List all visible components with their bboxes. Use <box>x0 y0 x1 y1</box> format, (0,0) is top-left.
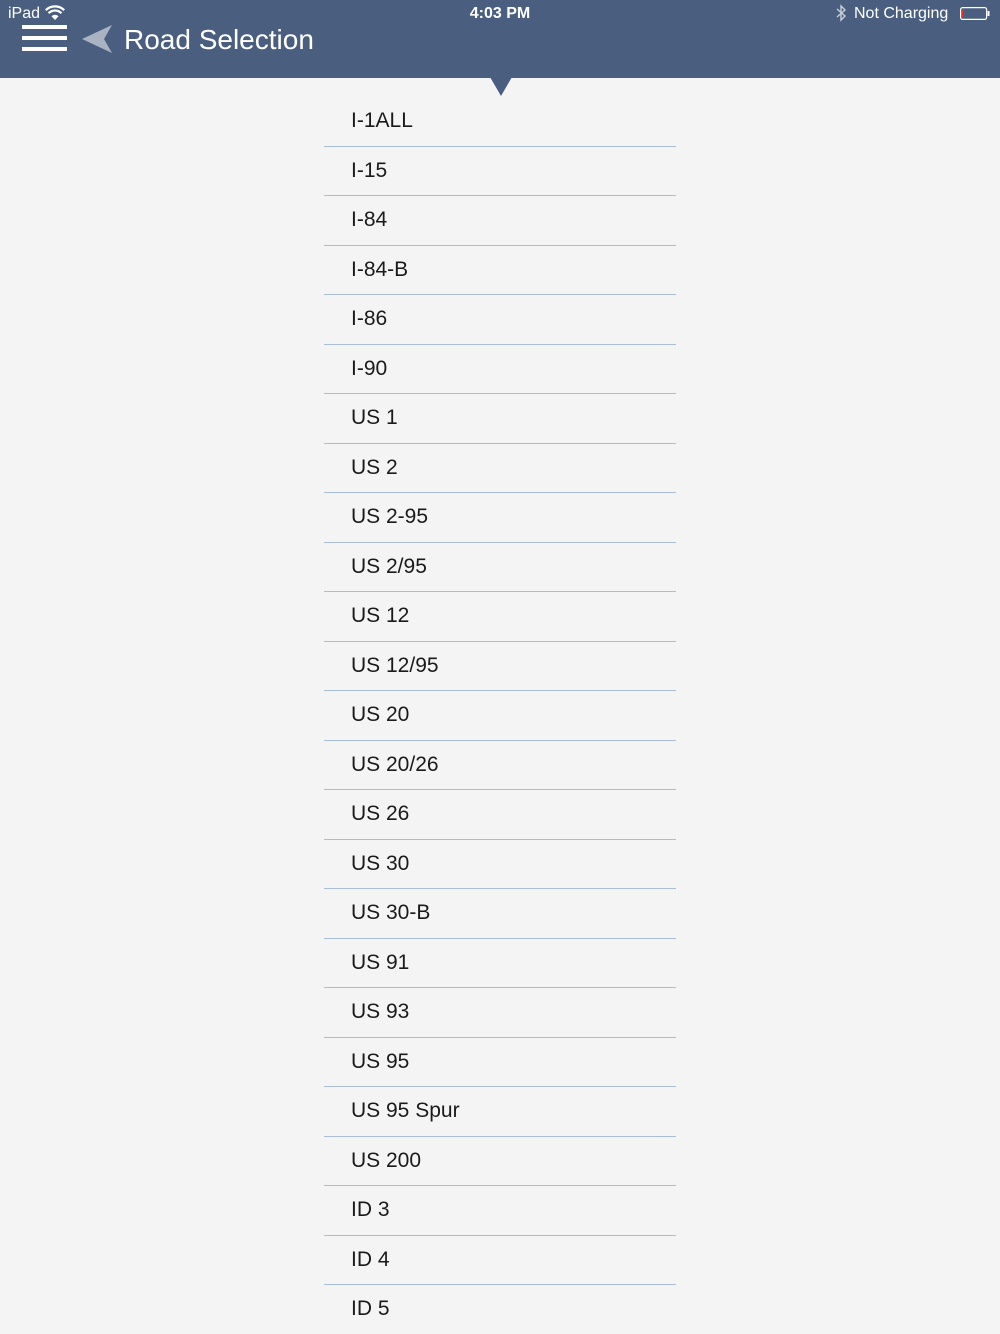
road-item[interactable]: US 95 <box>324 1038 676 1088</box>
road-item[interactable]: US 12/95 <box>324 642 676 692</box>
road-item[interactable]: US 91 <box>324 939 676 989</box>
hamburger-menu-icon[interactable] <box>22 25 68 53</box>
page-title: Road Selection <box>124 24 314 55</box>
road-item[interactable]: ID 3 <box>324 1186 676 1236</box>
road-item[interactable]: US 2-95 <box>324 493 676 543</box>
road-item[interactable]: I-86 <box>324 295 676 345</box>
bluetooth-icon <box>835 4 847 22</box>
road-item[interactable]: US 95 Spur <box>324 1087 676 1137</box>
road-item[interactable]: ID 5 <box>351 1297 390 1320</box>
battery-icon <box>960 7 990 20</box>
road-item[interactable]: US 26 <box>324 790 676 840</box>
road-item[interactable]: US 200 <box>324 1137 676 1187</box>
header-bar <box>0 0 1000 78</box>
road-item[interactable]: I-15 <box>324 147 676 197</box>
popover-pointer <box>490 77 512 96</box>
road-list <box>324 97 676 1334</box>
road-item[interactable]: US 2/95 <box>324 543 676 593</box>
charging-status: Not Charging <box>854 5 949 22</box>
road-item[interactable]: I-1ALL <box>324 97 676 147</box>
road-item[interactable]: US 30 <box>324 840 676 890</box>
device-label: iPad <box>8 5 41 22</box>
road-item[interactable]: US 12 <box>324 592 676 642</box>
road-item[interactable]: ID 4 <box>324 1236 676 1286</box>
road-item[interactable]: US 30-B <box>324 889 676 939</box>
road-item[interactable]: US 2 <box>324 444 676 494</box>
back-arrow-icon[interactable] <box>80 24 114 54</box>
road-item[interactable]: US 93 <box>324 988 676 1038</box>
clock: 4:03 PM <box>469 5 531 22</box>
road-item[interactable]: I-90 <box>324 345 676 395</box>
road-item[interactable]: I-84 <box>324 196 676 246</box>
road-item[interactable]: US 20 <box>324 691 676 741</box>
road-item[interactable]: I-84-B <box>324 246 676 296</box>
road-item[interactable]: US 1 <box>324 394 676 444</box>
road-item[interactable]: US 20/26 <box>324 741 676 791</box>
